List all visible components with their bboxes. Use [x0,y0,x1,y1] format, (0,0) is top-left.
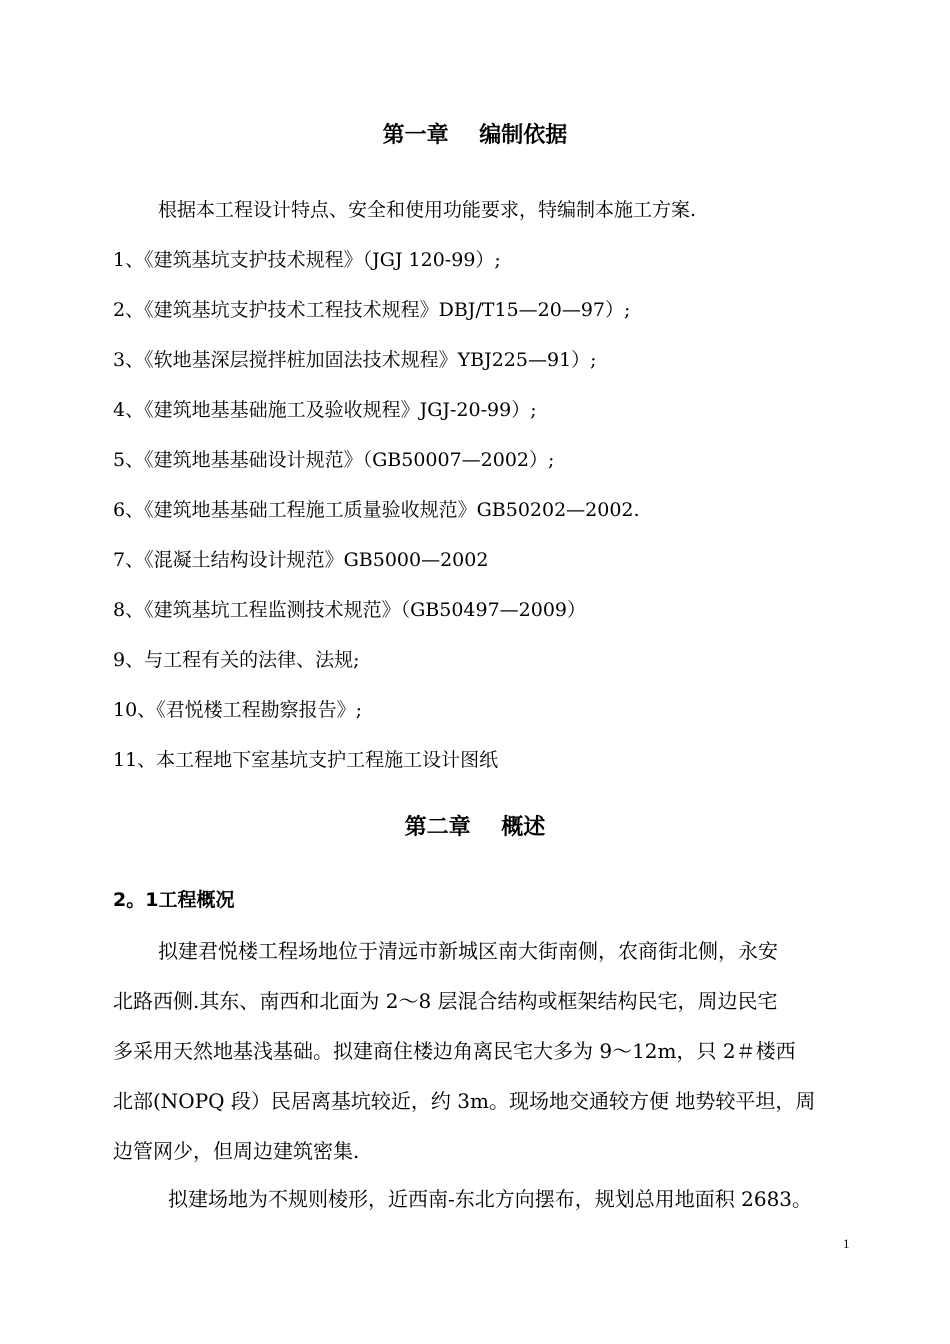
chapter-1-title: 第一章 编制依据 [382,123,568,148]
reference-item: 5、《建筑地基基础设计规范》（GB50007—2002）; [113,449,555,471]
paragraph-line: 多采用天然地基浅基础。拟建商住楼边角离民宅大多为 9～12m，只 2＃楼西 [113,1039,796,1063]
paragraph-line: 拟建场地为不规则棱形，近西南-东北方向摆布，规划总用地面积 2683。 [168,1187,813,1211]
page-number: 1 [843,1236,850,1251]
paragraph-line: 北部(NOPQ 段）民居离基坑较近，约 3m。现场地交通较方便 地势较平坦，周 [113,1089,816,1113]
reference-item: 6、《建筑地基基础工程施工质量验收规范》GB50202—2002. [113,499,640,521]
reference-item: 9、与工程有关的法律、法规; [113,649,360,671]
paragraph-line: 北路西侧.其东、南西和北面为 2～8 层混合结构或框架结构民宅，周边民宅 [113,989,778,1013]
chapter-2-title: 第二章 概述 [404,815,546,840]
reference-item: 1、《建筑基坑支护技术规程》（JGJ 120-99）; [113,249,501,271]
reference-item: 2、《建筑基坑支护技术工程技术规程》DBJ/T15—20—97）; [113,299,631,321]
reference-item: 11、本工程地下室基坑支护工程施工设计图纸 [113,749,499,771]
paragraph-line: 拟建君悦楼工程场地位于清远市新城区南大街南侧，农商街北侧，永安 [158,939,778,963]
paragraph-line: 边管网少，但周边建筑密集. [113,1139,360,1163]
reference-item: 8、《建筑基坑工程监测技术规范》（GB50497—2009） [113,599,587,621]
reference-item: 4、《建筑地基基础施工及验收规程》JGJ-20-99）; [113,399,537,421]
reference-item: 7、《混凝土结构设计规范》GB5000—2002 [113,549,489,571]
section-title: 2。1工程概况 [113,889,235,911]
reference-item: 10、《君悦楼工程勘察报告》; [113,699,363,721]
chapter-1-intro: 根据本工程设计特点、安全和使用功能要求，特编制本施工方案. [158,199,697,221]
reference-item: 3、《软地基深层搅拌桩加固法技术规程》YBJ225—91）; [113,349,597,371]
